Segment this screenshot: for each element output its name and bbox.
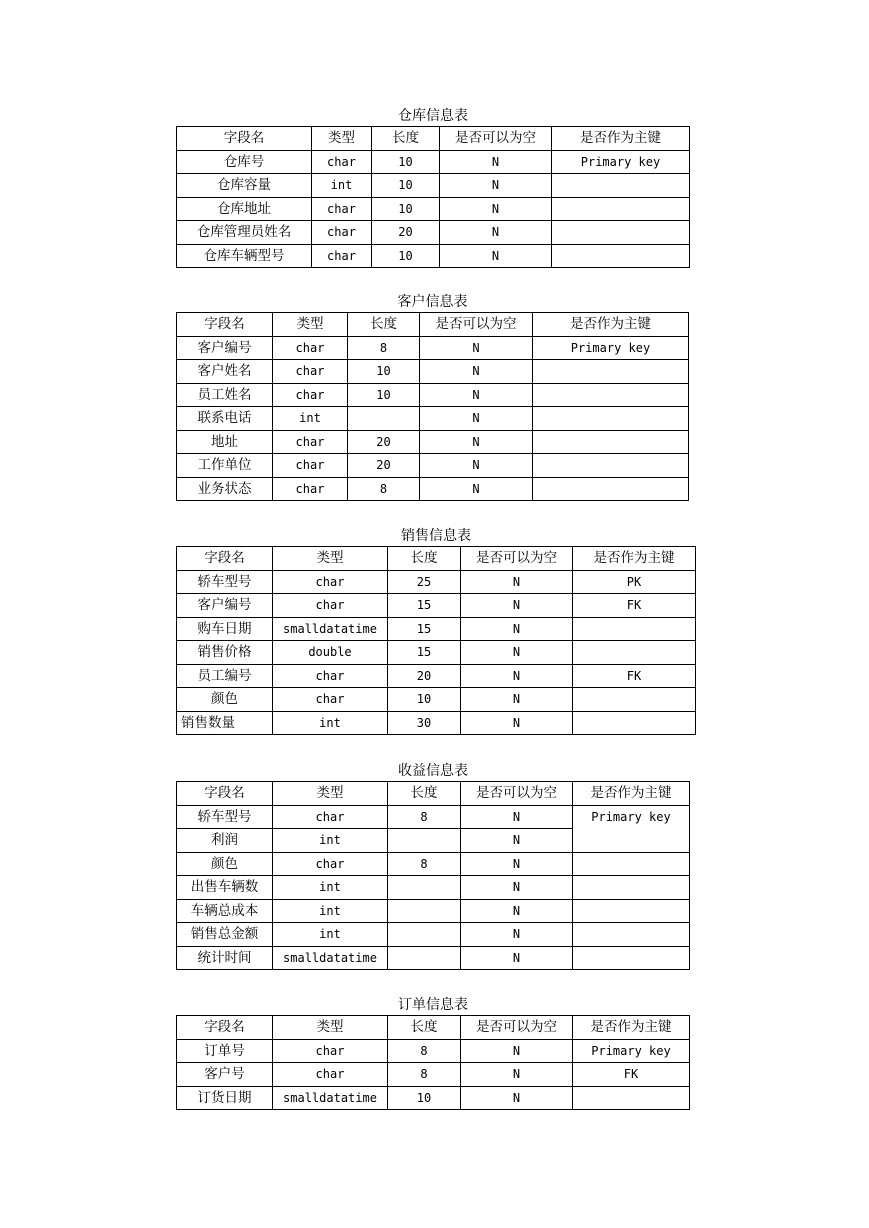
table-cell: char (312, 150, 372, 174)
table-cell: 销售总金额 (177, 923, 273, 947)
table-cell: 8 (388, 805, 461, 829)
table-cell (573, 688, 696, 712)
table-cell: 客户编号 (177, 336, 273, 360)
table-cell: N (461, 1039, 573, 1063)
table-cell: char (273, 688, 388, 712)
table-cell: 仓库车辆型号 (177, 244, 312, 268)
table-cell: 10 (372, 150, 440, 174)
table-title: 销售信息表 (401, 528, 471, 544)
table-cell: Primary key (573, 805, 690, 852)
header-cell: 类型 (273, 1016, 388, 1040)
table-cell: int (273, 899, 388, 923)
table-cell: Primary key (552, 150, 690, 174)
table-cell: char (273, 1063, 388, 1087)
table-cell (573, 1086, 690, 1110)
table-cell: 仓库管理员姓名 (177, 221, 312, 245)
table-row (177, 383, 689, 407)
table-cell: 20 (372, 221, 440, 245)
header-cell: 是否作为主键 (573, 782, 690, 806)
table-cell: 员工姓名 (177, 383, 273, 407)
table-cell: char (312, 244, 372, 268)
table-cell: 10 (388, 1086, 461, 1110)
table-cell: 业务状态 (177, 477, 273, 501)
customer-info-table (176, 312, 689, 501)
table-row (177, 197, 690, 221)
table-row (177, 664, 696, 688)
table-cell: N (461, 711, 573, 735)
table-cell: N (461, 829, 573, 853)
header-cell: 长度 (348, 313, 420, 337)
table-cell: int (312, 174, 372, 198)
table-cell: N (461, 1063, 573, 1087)
table-cell: 仓库容量 (177, 174, 312, 198)
table-header-row (177, 782, 690, 806)
table-cell: N (461, 876, 573, 900)
table-cell (388, 923, 461, 947)
table-cell: FK (573, 664, 696, 688)
header-cell: 长度 (388, 547, 461, 571)
table-row (177, 805, 690, 829)
table-cell: 仓库号 (177, 150, 312, 174)
table-header-row (177, 313, 689, 337)
table-cell: smalldatatime (273, 617, 388, 641)
table-title: 订单信息表 (398, 997, 468, 1013)
table-cell (533, 430, 689, 454)
table-cell: 客户编号 (177, 594, 273, 618)
table-cell: N (440, 197, 552, 221)
table-cell: N (420, 430, 533, 454)
table-row (177, 641, 696, 665)
table-cell: N (461, 946, 573, 970)
table-cell: N (461, 617, 573, 641)
header-cell: 字段名 (177, 1016, 273, 1040)
table-cell: 15 (388, 594, 461, 618)
table-cell: 颜色 (177, 688, 273, 712)
table-cell: 20 (348, 430, 420, 454)
profit-info-table (176, 781, 690, 970)
table-cell (533, 383, 689, 407)
table-cell: 15 (388, 617, 461, 641)
table-cell (573, 617, 696, 641)
table-cell (573, 641, 696, 665)
table-cell: N (440, 221, 552, 245)
table-cell: char (273, 454, 348, 478)
header-cell: 字段名 (177, 782, 273, 806)
table-cell: PK (573, 570, 696, 594)
table-row (177, 594, 696, 618)
table-row (177, 852, 690, 876)
table-cell: N (420, 477, 533, 501)
table-cell: 购车日期 (177, 617, 273, 641)
table-cell (552, 197, 690, 221)
header-cell: 是否可以为空 (461, 547, 573, 571)
warehouse-table-section (176, 106, 690, 268)
table-title: 客户信息表 (397, 294, 468, 310)
table-row (177, 688, 696, 712)
header-cell: 类型 (273, 782, 388, 806)
table-cell: N (461, 664, 573, 688)
table-cell: 出售车辆数 (177, 876, 273, 900)
table-cell: double (273, 641, 388, 665)
table-cell: N (461, 805, 573, 829)
table-cell (573, 852, 690, 876)
table-row (177, 150, 690, 174)
table-cell: N (420, 360, 533, 384)
table-cell: 10 (348, 383, 420, 407)
table-cell (533, 454, 689, 478)
table-cell (573, 899, 690, 923)
table-cell: char (273, 477, 348, 501)
table-cell: char (273, 1039, 388, 1063)
header-cell: 字段名 (177, 547, 273, 571)
table-cell (533, 407, 689, 431)
table-cell: int (273, 711, 388, 735)
table-row (177, 1039, 690, 1063)
table-cell: N (461, 594, 573, 618)
table-cell: 车辆总成本 (177, 899, 273, 923)
table-cell: char (273, 383, 348, 407)
header-cell: 是否可以为空 (461, 782, 573, 806)
header-cell: 类型 (273, 547, 388, 571)
table-cell: char (273, 664, 388, 688)
table-cell: 15 (388, 641, 461, 665)
table-cell: char (312, 221, 372, 245)
table-row (177, 1086, 690, 1110)
table-cell: 10 (372, 174, 440, 198)
table-cell: N (420, 336, 533, 360)
table-cell (348, 407, 420, 431)
table-cell: N (461, 641, 573, 665)
table-cell: 25 (388, 570, 461, 594)
table-cell: 8 (388, 1063, 461, 1087)
table-cell: int (273, 876, 388, 900)
header-cell: 是否作为主键 (573, 547, 696, 571)
table-cell: 10 (372, 244, 440, 268)
table-cell: 30 (388, 711, 461, 735)
table-row (177, 407, 689, 431)
table-row (177, 430, 689, 454)
table-cell: 轿车型号 (177, 570, 273, 594)
table-cell: 8 (348, 477, 420, 501)
table-cell: char (273, 594, 388, 618)
table-cell: int (273, 923, 388, 947)
table-row (177, 711, 696, 735)
table-cell (573, 876, 690, 900)
table-cell: Primary key (573, 1039, 690, 1063)
table-cell: N (440, 174, 552, 198)
table-cell: 10 (388, 688, 461, 712)
table-row (177, 174, 690, 198)
table-cell: int (273, 407, 348, 431)
table-cell: char (273, 852, 388, 876)
table-cell (573, 711, 696, 735)
table-cell: 20 (348, 454, 420, 478)
table-cell (533, 477, 689, 501)
customer-table-section (176, 292, 689, 501)
table-cell: int (273, 829, 388, 853)
table-cell: N (461, 923, 573, 947)
table-cell (388, 829, 461, 853)
table-title: 仓库信息表 (398, 108, 468, 124)
table-row (177, 617, 696, 641)
order-info-table (176, 1015, 690, 1110)
table-cell: 10 (348, 360, 420, 384)
header-cell: 长度 (372, 127, 440, 151)
table-header-row (177, 547, 696, 571)
table-cell: char (273, 805, 388, 829)
table-row (177, 360, 689, 384)
warehouse-info-table (176, 126, 690, 268)
table-row (177, 477, 689, 501)
order-table-section (176, 995, 690, 1110)
table-cell (573, 946, 690, 970)
table-cell: 工作单位 (177, 454, 273, 478)
table-cell: Primary key (533, 336, 689, 360)
table-cell: N (461, 570, 573, 594)
table-cell: 销售价格 (177, 641, 273, 665)
table-cell: char (273, 570, 388, 594)
table-cell: 统计时间 (177, 946, 273, 970)
table-cell: 8 (388, 1039, 461, 1063)
table-cell: 员工编号 (177, 664, 273, 688)
header-cell: 是否作为主键 (533, 313, 689, 337)
table-row (177, 570, 696, 594)
table-cell: smalldatatime (273, 946, 388, 970)
table-cell: N (440, 244, 552, 268)
table-cell: N (461, 688, 573, 712)
table-cell: N (440, 150, 552, 174)
header-cell: 类型 (273, 313, 348, 337)
table-cell: N (461, 899, 573, 923)
table-row (177, 876, 690, 900)
header-cell: 是否作为主键 (573, 1016, 690, 1040)
table-cell: 8 (348, 336, 420, 360)
table-cell: 轿车型号 (177, 805, 273, 829)
table-cell (552, 244, 690, 268)
table-cell: 10 (372, 197, 440, 221)
table-cell (533, 360, 689, 384)
table-row (177, 244, 690, 268)
table-cell: 订货日期 (177, 1086, 273, 1110)
header-cell: 是否可以为空 (440, 127, 552, 151)
header-cell: 长度 (388, 782, 461, 806)
table-cell (552, 174, 690, 198)
table-cell: char (273, 336, 348, 360)
table-cell (388, 899, 461, 923)
table-cell: N (461, 1086, 573, 1110)
header-cell: 是否作为主键 (552, 127, 690, 151)
table-cell: 地址 (177, 430, 273, 454)
table-cell: N (420, 407, 533, 431)
table-row (177, 946, 690, 970)
table-cell (388, 946, 461, 970)
table-title: 收益信息表 (398, 763, 468, 779)
table-cell: 颜色 (177, 852, 273, 876)
table-row (177, 454, 689, 478)
table-cell: smalldatatime (273, 1086, 388, 1110)
table-cell: 客户姓名 (177, 360, 273, 384)
table-cell: N (420, 383, 533, 407)
table-cell (388, 876, 461, 900)
sales-table-section (176, 526, 696, 735)
sales-info-table (176, 546, 696, 735)
table-header-row (177, 127, 690, 151)
table-cell: char (273, 360, 348, 384)
header-cell: 字段名 (177, 127, 312, 151)
table-cell (573, 923, 690, 947)
header-cell: 类型 (312, 127, 372, 151)
table-cell: N (461, 852, 573, 876)
table-cell: 销售数量 (177, 711, 273, 735)
table-cell: 仓库地址 (177, 197, 312, 221)
table-cell (552, 221, 690, 245)
table-cell: N (420, 454, 533, 478)
header-cell: 长度 (388, 1016, 461, 1040)
table-cell: 联系电话 (177, 407, 273, 431)
table-cell: 20 (388, 664, 461, 688)
table-cell: 利润 (177, 829, 273, 853)
table-cell: FK (573, 1063, 690, 1087)
header-cell: 是否可以为空 (461, 1016, 573, 1040)
table-cell: 订单号 (177, 1039, 273, 1063)
table-cell: 8 (388, 852, 461, 876)
table-header-row (177, 1016, 690, 1040)
table-row (177, 221, 690, 245)
header-cell: 字段名 (177, 313, 273, 337)
table-cell: FK (573, 594, 696, 618)
table-cell: 客户号 (177, 1063, 273, 1087)
table-row (177, 899, 690, 923)
table-row (177, 336, 689, 360)
table-cell: char (312, 197, 372, 221)
header-cell: 是否可以为空 (420, 313, 533, 337)
table-row (177, 923, 690, 947)
table-cell: char (273, 430, 348, 454)
table-row (177, 1063, 690, 1087)
profit-table-section (176, 761, 690, 970)
